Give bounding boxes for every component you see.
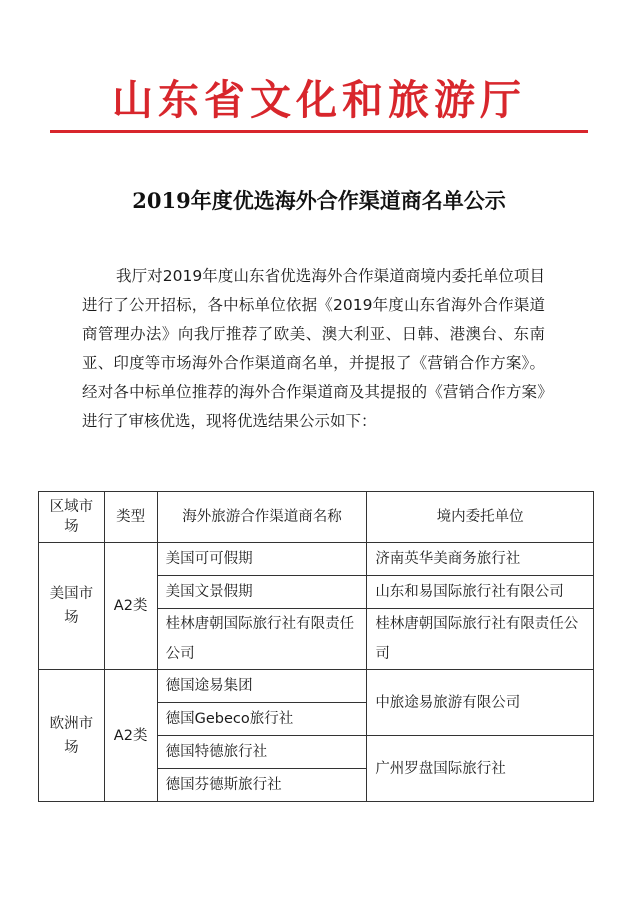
document-title: 2019年度优选海外合作渠道商名单公示 [132,188,506,213]
channel-cell: 德国Gebeco旅行社 [157,703,367,736]
header-channel-name: 海外旅游合作渠道商名称 [157,492,367,543]
unit-cell: 桂林唐朝国际旅行社有限责任公司 [367,609,594,670]
channel-cell: 德国芬德斯旅行社 [157,769,367,802]
header-type: 类型 [104,492,157,543]
table-row [39,670,594,703]
unit-cell: 中旅途易旅游有限公司 [367,670,594,736]
channel-cell: 美国可可假期 [157,543,367,576]
channel-table [38,491,594,802]
type-cell: A2类 [104,543,157,670]
table-header-row [39,492,594,543]
unit-cell: 广州罗盘国际旅行社 [367,736,594,802]
table-row [39,543,594,576]
header-domestic-unit: 境内委托单位 [367,492,594,543]
agency-letterhead: 山东省文化和旅游厅 [112,76,526,124]
channel-cell: 德国特德旅行社 [157,736,367,769]
channel-cell: 美国文景假期 [157,576,367,609]
unit-cell: 济南英华美商务旅行社 [367,543,594,576]
unit-cell: 山东和易国际旅行社有限公司 [367,576,594,609]
region-cell: 欧洲市场 [39,670,105,802]
body-paragraph: 我厅对2019年度山东省优选海外合作渠道商境内委托单位项目进行了公开招标，各中标单位依据《2019年度山东省海外合作渠道商管理办法》向我厅推荐了欧美、澳大利亚、日韩、港澳台、东南亚、印度等市场海外合作渠道商名单，并提报了《营销合作方案》。经对各中标单位推荐的海外合作渠道商及其提报的《营销合作方案》进行了审核优选，现将优选结果公示如下： [82,267,545,430]
header-region: 区域市场 [39,492,105,543]
channel-cell: 德国途易集团 [157,670,367,703]
letterhead-rule [50,130,588,133]
type-cell: A2类 [104,670,157,802]
channel-cell: 桂林唐朝国际旅行社有限责任公司 [157,609,367,670]
region-cell: 美国市场 [39,543,105,670]
